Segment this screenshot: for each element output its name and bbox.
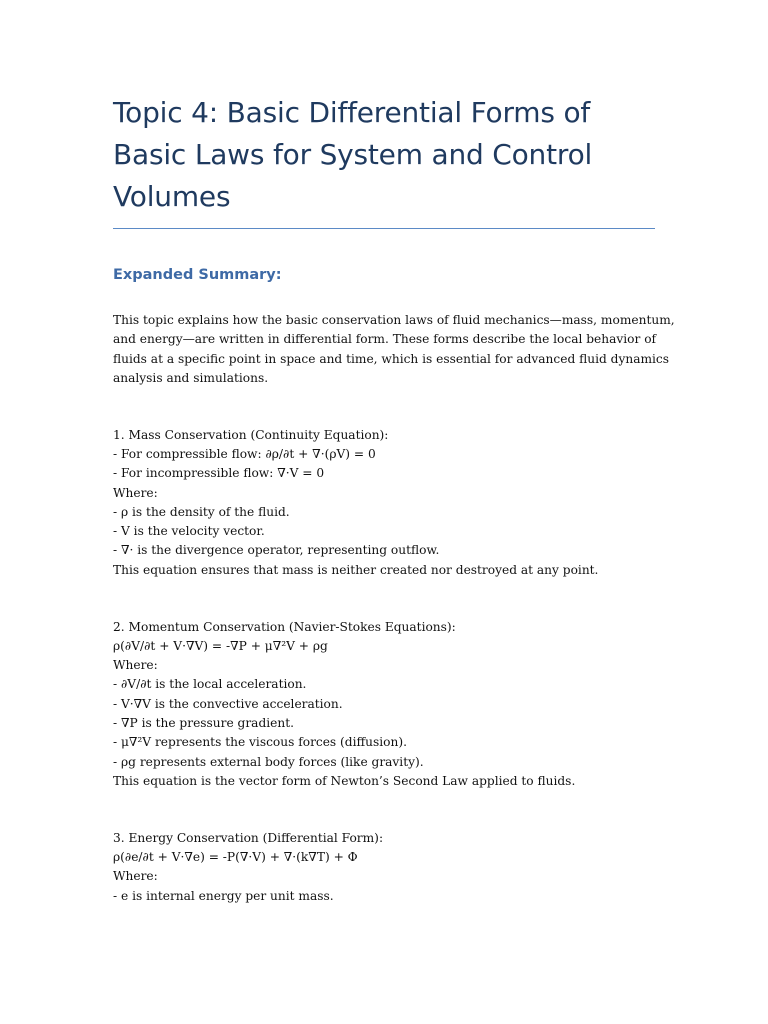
- definition-line: - V is the velocity vector.: [113, 524, 265, 539]
- intro-line: fluids at a specific point in space and time, which is essential for advanced fluid dynamics: [113, 351, 670, 366]
- intro-line: This topic explains how the basic conservation laws of fluid mechanics—mass, momentum,: [113, 313, 675, 327]
- definition-line: - ρ is the density of the fluid.: [113, 504, 290, 519]
- section-heading: 1. Mass Conservation (Continuity Equation):: [113, 427, 389, 442]
- intro-paragraph: [113, 311, 675, 388]
- definition-line: - ∇· is the divergence operator, representing outflow.: [113, 543, 440, 558]
- section-momentum-conservation: [113, 618, 655, 792]
- equation-line: - For compressible flow: ∂ρ/∂t + ∇·(ρV) = 0: [113, 446, 376, 461]
- definition-line: - e is internal energy per unit mass.: [113, 888, 334, 903]
- equation-line: ρ(∂e/∂t + V·∇e) = -P(∇·V) + ∇·(k∇T) + Φ: [113, 850, 358, 865]
- intro-line: analysis and simulations.: [113, 370, 269, 385]
- definition-line: - ρg represents external body forces (like gravity).: [113, 754, 424, 769]
- definition-line: - ∂V/∂t is the local acceleration.: [113, 677, 307, 692]
- section-heading: 3. Energy Conservation (Differential Form):: [113, 830, 384, 845]
- summary-line: This equation ensures that mass is neither created nor destroyed at any point.: [113, 562, 599, 577]
- intro-line: and energy—are written in differential form. These forms describe the local behavior of: [113, 332, 657, 347]
- expanded-summary-heading: Expanded Summary:: [113, 267, 282, 283]
- where-label: Where:: [113, 485, 158, 500]
- definition-line: - ∇P is the pressure gradient.: [113, 716, 294, 731]
- section-mass-conservation: [113, 426, 655, 580]
- definition-line: - V·∇V is the convective acceleration.: [113, 696, 343, 711]
- equation-line: ρ(∂V/∂t + V·∇V) = -∇P + μ∇²V + ρg: [113, 638, 328, 653]
- summary-line: This equation is the vector form of Newton’s Second Law applied to fluids.: [113, 773, 576, 788]
- equation-line: - For incompressible flow: ∇·V = 0: [113, 466, 325, 481]
- document-page: [113, 92, 675, 906]
- document-title: Topic 4: Basic Differential Forms of Basic Laws for System and Control Volumes: [113, 96, 593, 213]
- where-label: Where:: [113, 658, 158, 673]
- section-energy-conservation: [113, 829, 655, 906]
- section-heading: 2. Momentum Conservation (Navier-Stokes Equations):: [113, 619, 456, 634]
- title-underline-rule: [113, 228, 655, 229]
- where-label: Where:: [113, 869, 158, 884]
- definition-line: - μ∇²V represents the viscous forces (diffusion).: [113, 735, 407, 750]
